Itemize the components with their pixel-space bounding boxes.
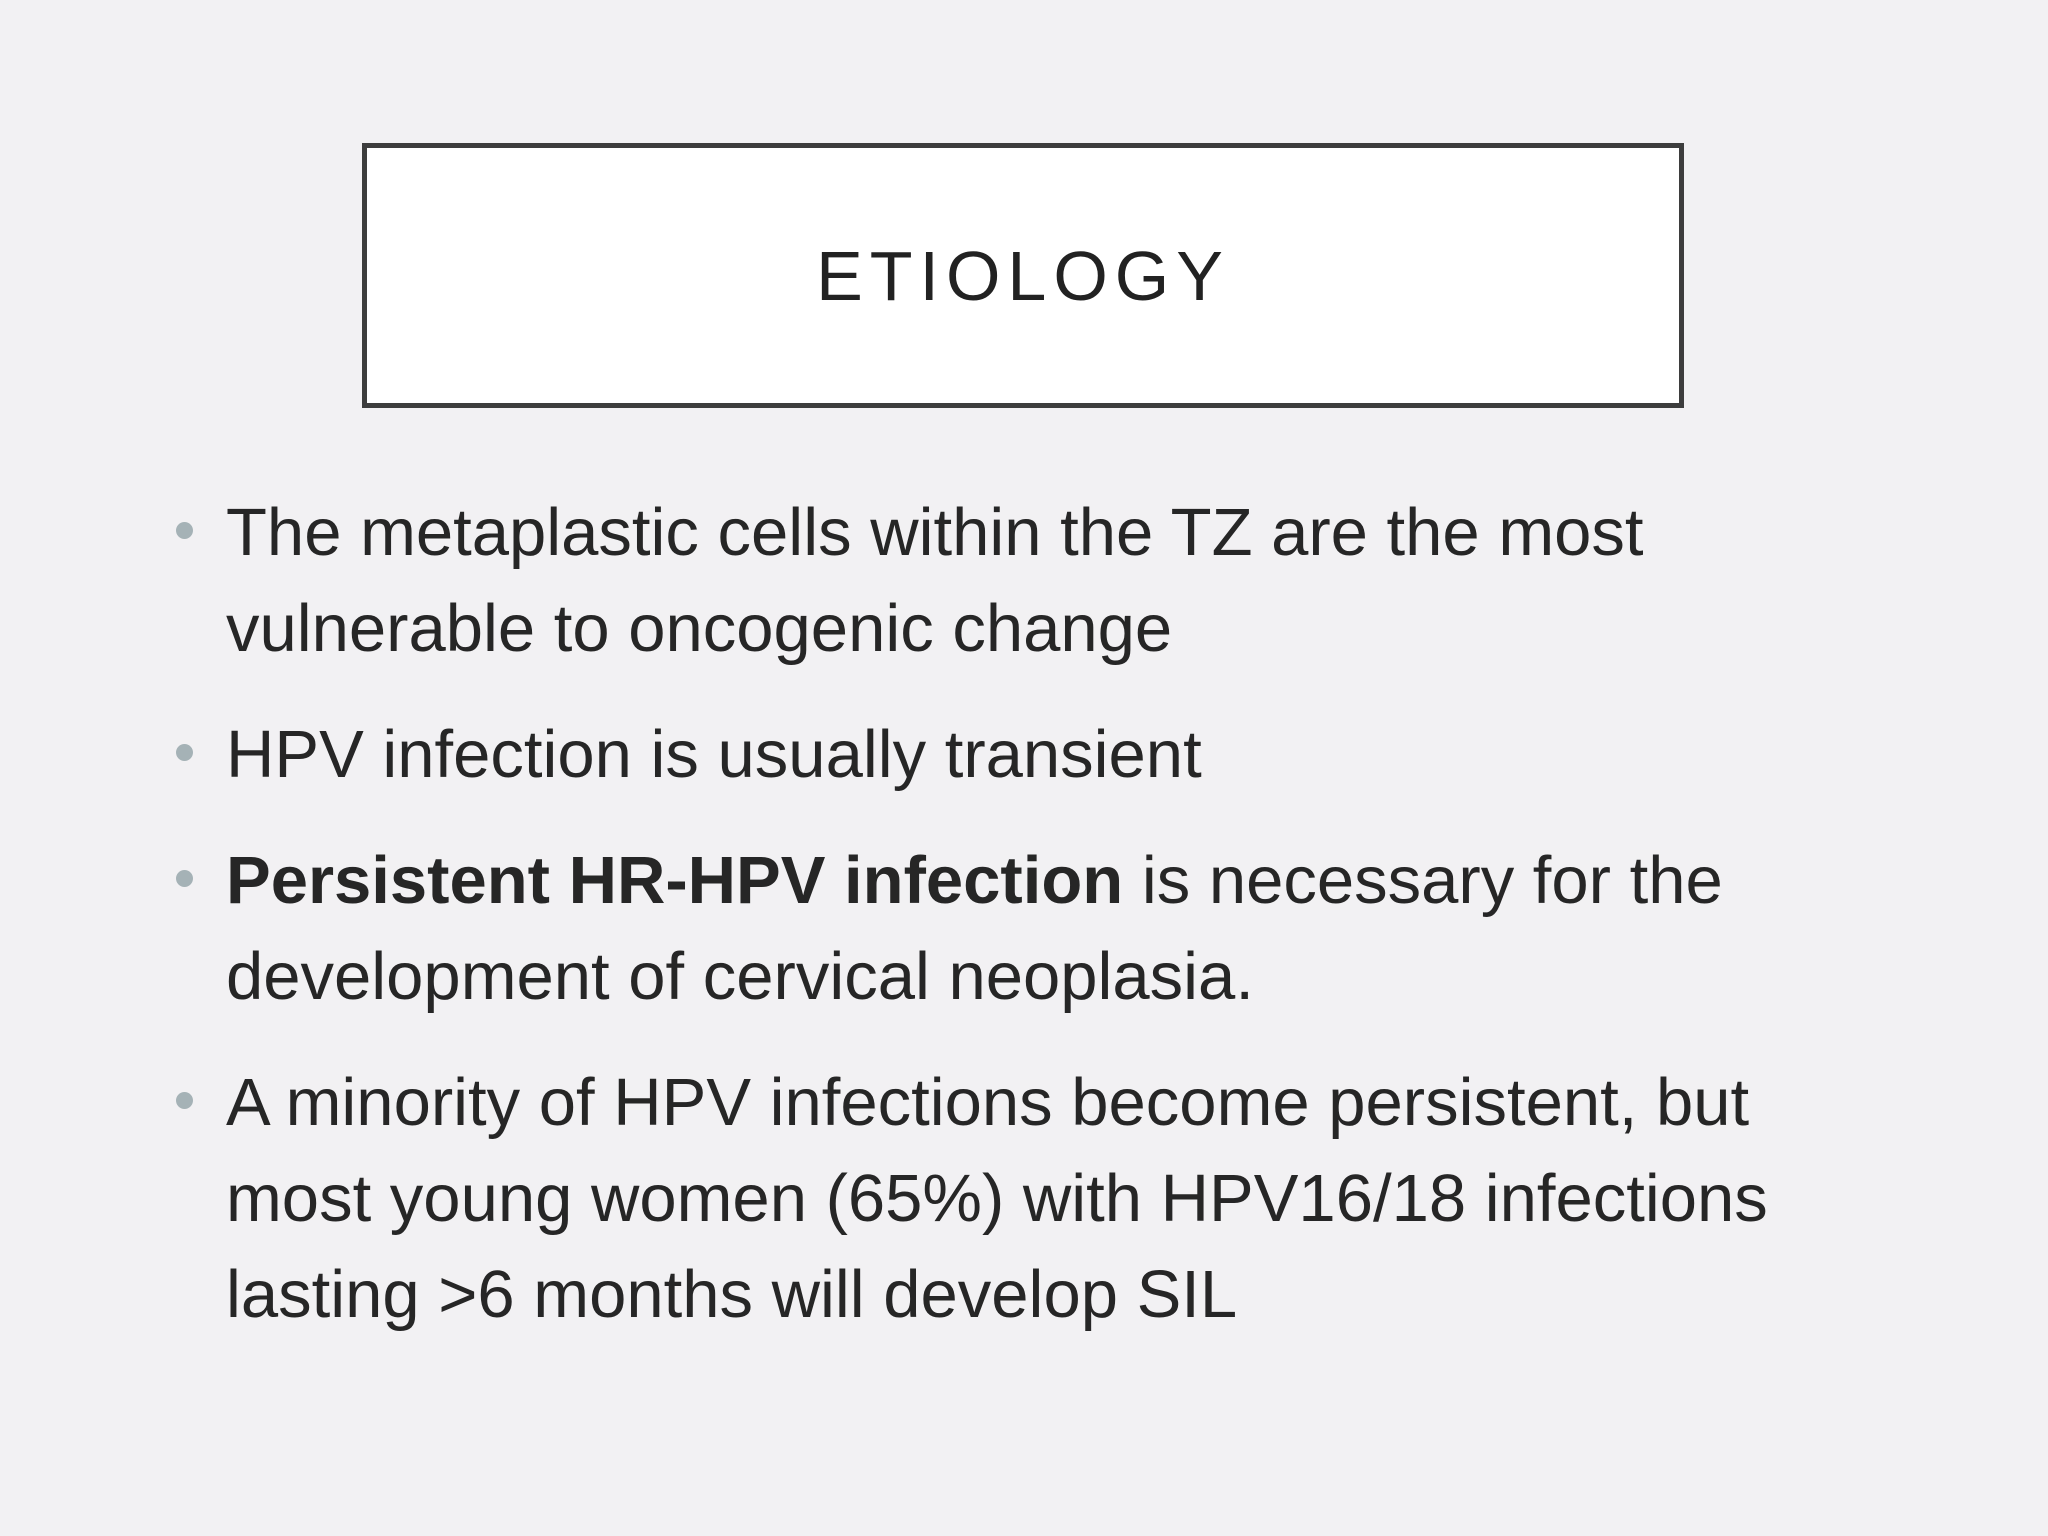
bullet-text: The metaplastic cells within the TZ are the most vulnerable to oncogenic change <box>226 495 1644 666</box>
bullet-list <box>174 485 1874 1373</box>
bullet-item <box>174 1055 1874 1343</box>
bullet-dot-icon <box>176 744 193 761</box>
bullet-text: is necessary for the development of cervical neoplasia. <box>226 843 1723 1014</box>
bullet-dot-icon <box>176 1092 193 1109</box>
bullet-dot-icon <box>176 870 193 887</box>
bullet-dot-icon <box>176 522 193 539</box>
bullet-text: HPV infection is usually transient <box>226 717 1202 792</box>
slide-title: ETIOLOGY <box>816 236 1230 315</box>
bullet-text: A minority of HPV infections become persistent, but most young women (65%) with HPV16/18 infections lasting >6 months will develop SIL <box>226 1065 1768 1332</box>
title-box <box>362 143 1684 408</box>
bullet-item <box>174 707 1874 803</box>
bullet-item <box>174 485 1874 677</box>
bullet-bold-text: Persistent HR-HPV infection <box>226 843 1124 918</box>
bullet-item <box>174 833 1874 1025</box>
